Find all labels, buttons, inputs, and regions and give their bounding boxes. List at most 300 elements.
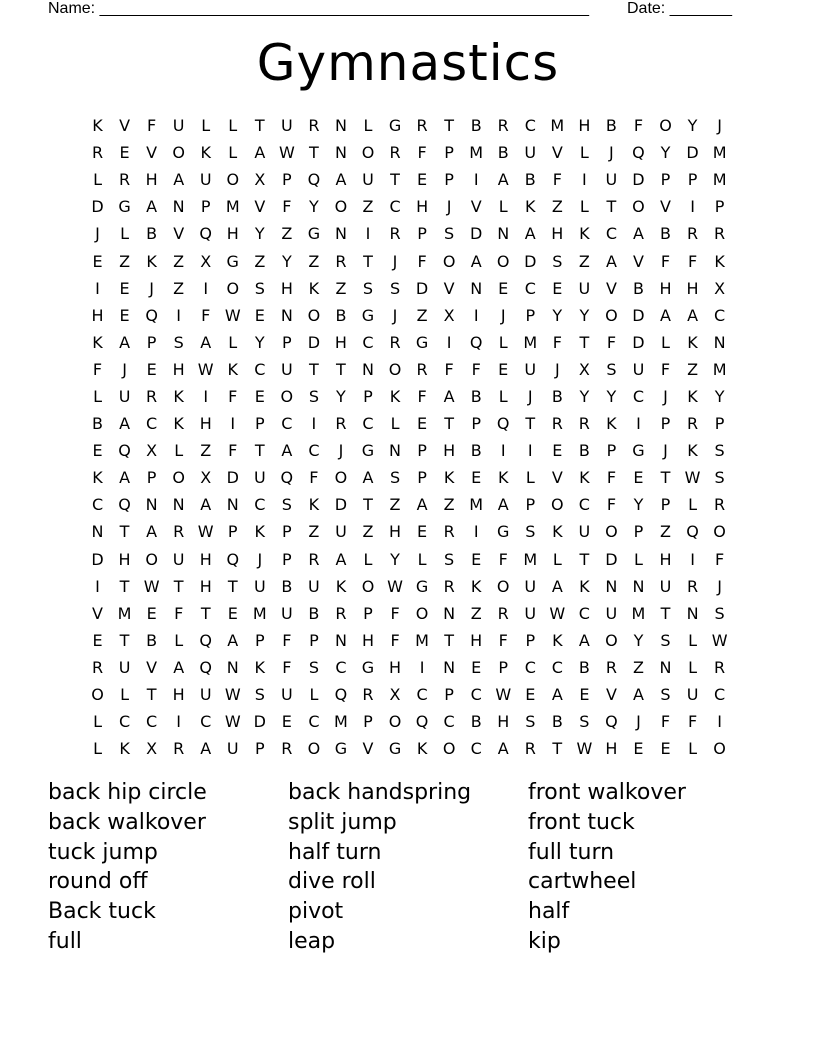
word-list-item: full turn <box>528 839 615 865</box>
grid-letter: A <box>687 305 699 325</box>
grid-letter: P <box>227 522 238 542</box>
grid-letter: X <box>146 441 158 461</box>
grid-letter: C <box>389 197 401 217</box>
grid-letter: K <box>552 522 563 542</box>
grid-letter: U <box>280 116 293 136</box>
grid-letter: D <box>307 332 321 352</box>
grid-letter: M <box>631 603 646 623</box>
grid-letter: R <box>714 657 726 677</box>
grid-letter: I <box>446 332 452 352</box>
grid-letter: Z <box>578 251 590 271</box>
grid-letter: S <box>714 603 725 623</box>
grid-letter: E <box>498 278 509 298</box>
grid-letter: T <box>227 576 238 596</box>
grid-letter: O <box>605 522 618 542</box>
grid-letter: O <box>388 359 402 379</box>
grid-letter: Y <box>281 251 292 271</box>
grid-letter: B <box>470 441 482 461</box>
grid-letter: L <box>634 549 643 569</box>
grid-letter: F <box>715 549 725 569</box>
grid-letter: C <box>200 712 212 732</box>
grid-letter: M <box>334 712 348 732</box>
grid-letter: F <box>552 170 562 190</box>
grid-letter: T <box>119 576 130 596</box>
grid-letter: B <box>281 576 293 596</box>
word-list-item: half <box>528 899 570 925</box>
grid-letter: U <box>524 359 537 379</box>
grid-letter: I <box>717 712 722 732</box>
grid-letter: Q <box>199 630 212 650</box>
grid-letter: R <box>146 386 158 406</box>
grid-letter: Y <box>254 332 265 352</box>
grid-letter: V <box>254 197 266 217</box>
grid-letter: Q <box>469 332 483 352</box>
grid-letter: I <box>582 170 587 190</box>
grid-letter: M <box>550 116 565 136</box>
grid-letter: P <box>498 657 509 677</box>
grid-letter: V <box>660 197 671 217</box>
grid-letter: H <box>199 414 212 434</box>
grid-letter: A <box>146 197 158 217</box>
grid-letter: S <box>308 386 319 406</box>
grid-letter: A <box>119 332 131 352</box>
grid-letter: W <box>197 522 214 542</box>
grid-letter: E <box>633 468 644 488</box>
grid-letter: V <box>632 251 644 271</box>
grid-letter: L <box>688 657 698 677</box>
grid-letter: H <box>605 739 618 759</box>
grid-letter: U <box>605 170 618 190</box>
grid-letter: A <box>200 739 212 759</box>
grid-letter: F <box>633 116 644 136</box>
grid-letter: F <box>417 143 427 163</box>
grid-letter: C <box>714 305 726 325</box>
grid-letter: I <box>95 278 100 298</box>
grid-letter: F <box>552 332 562 352</box>
grid-letter: S <box>525 712 536 732</box>
grid-letter: G <box>361 441 375 461</box>
grid-letter: E <box>471 549 482 569</box>
grid-letter: F <box>390 630 400 650</box>
grid-letter: K <box>335 576 347 596</box>
grid-letter: B <box>470 116 482 136</box>
grid-letter: F <box>660 712 671 732</box>
grid-letter: F <box>174 603 184 623</box>
grid-letter: E <box>254 305 265 325</box>
word-list-item: pivot <box>288 899 344 925</box>
grid-letter: E <box>417 170 428 190</box>
grid-letter: H <box>199 576 212 596</box>
grid-letter: J <box>446 197 452 217</box>
grid-letter: R <box>173 739 185 759</box>
grid-letter: G <box>307 224 321 244</box>
grid-letter: W <box>224 712 241 732</box>
grid-letter: Z <box>660 522 671 542</box>
grid-letter: R <box>578 414 590 434</box>
grid-letter: P <box>254 414 265 434</box>
grid-letter: H <box>361 630 374 650</box>
grid-letter: Y <box>579 386 590 406</box>
grid-letter: E <box>525 685 536 705</box>
grid-letter: W <box>224 685 241 705</box>
grid-letter: D <box>334 495 348 515</box>
grid-letter: P <box>282 522 292 542</box>
grid-letter: R <box>686 576 699 596</box>
grid-letter: U <box>605 603 618 623</box>
grid-letter: J <box>500 305 506 325</box>
grid-letter: F <box>498 549 508 569</box>
grid-letter: J <box>609 143 614 163</box>
grid-letter: O <box>442 251 456 271</box>
grid-letter: A <box>632 685 644 705</box>
name-field-label: Name: _______________________________________________________ <box>48 0 589 17</box>
grid-letter: K <box>173 414 184 434</box>
grid-letter: K <box>687 441 698 461</box>
grid-letter: F <box>282 657 292 677</box>
grid-letter: L <box>579 197 589 217</box>
grid-letter: Z <box>173 251 185 271</box>
grid-letter: K <box>416 739 428 759</box>
grid-letter: A <box>497 739 509 759</box>
grid-letter: R <box>281 739 293 759</box>
grid-letter: E <box>552 441 563 461</box>
grid-letter: E <box>92 630 103 650</box>
grid-letter: V <box>119 116 131 136</box>
grid-letter: T <box>444 414 455 434</box>
grid-letter: C <box>362 332 374 352</box>
grid-letter: T <box>363 251 373 271</box>
grid-letter: Y <box>254 224 265 244</box>
grid-letter: U <box>118 386 131 406</box>
grid-letter: O <box>551 495 564 515</box>
grid-letter: O <box>713 522 726 542</box>
grid-letter: C <box>281 414 293 434</box>
word-list-item: front walkover <box>528 780 686 805</box>
grid-letter: T <box>660 603 671 623</box>
grid-letter: S <box>173 332 184 352</box>
grid-letter: P <box>687 170 698 190</box>
page-title: Gymnastics <box>256 34 560 92</box>
grid-letter: W <box>278 143 295 163</box>
grid-letter: O <box>280 386 294 406</box>
grid-letter: F <box>417 251 427 271</box>
grid-letter: K <box>92 468 103 488</box>
grid-letter: U <box>172 116 185 136</box>
grid-letter: B <box>470 386 482 406</box>
grid-letter: Y <box>579 305 590 325</box>
grid-letter: J <box>392 251 398 271</box>
grid-letter: O <box>496 251 510 271</box>
grid-letter: O <box>226 278 240 298</box>
word-list-item: back walkover <box>48 809 206 835</box>
grid-letter: V <box>605 278 617 298</box>
grid-letter: G <box>632 441 645 461</box>
grid-letter: H <box>443 441 456 461</box>
grid-letter: R <box>714 495 726 515</box>
grid-letter: R <box>335 603 347 623</box>
grid-letter: P <box>444 143 454 163</box>
grid-letter: M <box>523 332 538 352</box>
grid-letter: T <box>444 630 455 650</box>
grid-letter: I <box>690 549 695 569</box>
grid-letter: P <box>282 332 292 352</box>
grid-letter: R <box>524 739 536 759</box>
grid-letter: E <box>146 603 157 623</box>
grid-letter: Q <box>280 468 294 488</box>
grid-letter: F <box>660 251 671 271</box>
grid-letter: R <box>551 414 563 434</box>
grid-letter: C <box>632 386 645 406</box>
grid-letter: A <box>227 630 239 650</box>
grid-letter: X <box>200 251 212 271</box>
grid-letter: G <box>226 251 239 271</box>
grid-letter: B <box>660 224 671 244</box>
grid-letter: L <box>174 630 184 650</box>
grid-letter: G <box>361 305 375 325</box>
grid-letter: C <box>524 278 536 298</box>
grid-letter: F <box>282 630 292 650</box>
word-list-item: round off <box>48 869 148 895</box>
grid-letter: R <box>335 414 347 434</box>
grid-letter: N <box>686 603 699 623</box>
grid-letter: B <box>146 224 158 244</box>
grid-letter: A <box>497 170 509 190</box>
grid-letter: J <box>554 359 560 379</box>
grid-letter: Y <box>714 386 725 406</box>
grid-letter: S <box>606 359 617 379</box>
grid-letter: U <box>253 576 266 596</box>
grid-letter: I <box>176 712 182 732</box>
grid-letter: L <box>93 386 102 406</box>
grid-letter: U <box>524 603 537 623</box>
grid-letter: Y <box>660 143 671 163</box>
grid-letter: P <box>714 197 725 217</box>
grid-letter: F <box>444 359 454 379</box>
grid-letter: C <box>714 685 726 705</box>
grid-letter: U <box>280 685 293 705</box>
grid-letter: P <box>282 549 292 569</box>
grid-letter: K <box>579 576 590 596</box>
grid-letter: N <box>172 197 185 217</box>
grid-letter: C <box>605 224 617 244</box>
grid-letter: R <box>335 251 347 271</box>
grid-letter: S <box>281 495 292 515</box>
grid-letter: F <box>471 359 481 379</box>
grid-letter: F <box>606 332 617 352</box>
grid-letter: Z <box>173 278 185 298</box>
grid-letter: S <box>389 278 401 298</box>
grid-letter: N <box>632 576 645 596</box>
grid-letter: X <box>443 305 455 325</box>
grid-letter: T <box>363 495 373 515</box>
grid-letter: P <box>254 739 265 759</box>
grid-letter: R <box>416 359 428 379</box>
grid-letter: K <box>308 495 320 515</box>
grid-letter: C <box>524 116 536 136</box>
grid-letter: U <box>253 468 266 488</box>
grid-letter: A <box>443 386 455 406</box>
grid-letter: L <box>525 468 535 488</box>
grid-letter: I <box>365 224 371 244</box>
word-list-item: dive roll <box>288 869 376 895</box>
grid-letter: A <box>416 495 428 515</box>
grid-letter: U <box>118 657 131 677</box>
grid-letter: N <box>497 224 510 244</box>
grid-letter: K <box>389 386 401 406</box>
grid-letter: L <box>661 332 670 352</box>
grid-letter: U <box>199 170 212 190</box>
grid-letter: I <box>419 657 425 677</box>
grid-letter: A <box>524 224 536 244</box>
grid-letter: R <box>443 576 455 596</box>
grid-letter: O <box>334 468 348 488</box>
grid-letter: F <box>660 359 671 379</box>
grid-letter: O <box>91 685 104 705</box>
grid-letter: P <box>525 495 536 515</box>
grid-letter: Y <box>687 116 698 136</box>
grid-letter: A <box>605 251 617 271</box>
grid-letter: M <box>712 359 727 379</box>
grid-letter: U <box>199 685 212 705</box>
grid-letter: K <box>579 224 590 244</box>
grid-letter: I <box>690 197 695 217</box>
grid-letter: M <box>469 143 484 163</box>
grid-letter: T <box>336 359 346 379</box>
grid-letter: C <box>335 657 347 677</box>
grid-letter: Z <box>362 197 374 217</box>
grid-letter: H <box>551 224 564 244</box>
word-list-item: half turn <box>288 839 382 865</box>
grid-letter: T <box>119 630 130 650</box>
grid-letter: M <box>712 170 727 190</box>
grid-letter: J <box>257 549 263 569</box>
grid-letter: B <box>308 603 320 623</box>
grid-letter: N <box>91 522 104 542</box>
grid-letter: R <box>91 657 104 677</box>
grid-letter: O <box>713 739 726 759</box>
grid-letter: L <box>390 414 400 434</box>
grid-letter: X <box>389 685 401 705</box>
grid-letter: S <box>714 441 725 461</box>
grid-letter: B <box>578 441 590 461</box>
grid-letter: E <box>146 359 157 379</box>
grid-letter: K <box>308 278 320 298</box>
word-list-item: Back tuck <box>48 899 156 925</box>
grid-letter: N <box>172 495 185 515</box>
grid-letter: H <box>145 170 158 190</box>
grid-letter: B <box>497 143 509 163</box>
grid-letter: D <box>632 305 645 325</box>
grid-letter: T <box>579 549 590 569</box>
grid-letter: R <box>497 116 509 136</box>
grid-letter: A <box>281 441 293 461</box>
grid-letter: F <box>92 359 103 379</box>
grid-letter: T <box>254 441 265 461</box>
grid-letter: C <box>254 495 266 515</box>
grid-letter: W <box>495 685 512 705</box>
grid-letter: H <box>497 712 510 732</box>
grid-letter: T <box>606 197 617 217</box>
grid-letter: P <box>471 414 481 434</box>
grid-letter: O <box>172 143 185 163</box>
grid-letter: F <box>606 495 617 515</box>
grid-letter: G <box>415 576 429 596</box>
grid-letter: G <box>415 332 429 352</box>
grid-letter: P <box>200 197 211 217</box>
grid-letter: Q <box>199 224 212 244</box>
grid-letter: R <box>389 224 401 244</box>
grid-letter: J <box>636 712 641 732</box>
grid-letter: R <box>497 603 509 623</box>
grid-letter: B <box>335 305 347 325</box>
grid-letter: I <box>95 576 100 596</box>
grid-letter: I <box>636 414 641 434</box>
grid-letter: P <box>363 386 373 406</box>
grid-letter: A <box>470 251 482 271</box>
grid-letter: K <box>714 251 725 271</box>
grid-letter: J <box>663 386 668 406</box>
grid-letter: P <box>660 495 671 515</box>
grid-letter: U <box>280 359 293 379</box>
grid-letter: H <box>578 116 591 136</box>
grid-letter: V <box>92 603 103 623</box>
grid-letter: K <box>173 386 184 406</box>
grid-letter: U <box>362 170 374 190</box>
grid-letter: P <box>525 305 536 325</box>
grid-letter: J <box>717 116 722 136</box>
grid-letter: F <box>417 386 427 406</box>
grid-letter: I <box>203 386 209 406</box>
grid-letter: K <box>579 468 590 488</box>
grid-letter: W <box>143 576 160 596</box>
word-list-item: full <box>48 928 82 954</box>
grid-letter: G <box>334 739 348 759</box>
grid-letter: J <box>392 305 398 325</box>
word-list-item: cartwheel <box>528 869 637 895</box>
grid-letter: T <box>660 468 671 488</box>
grid-letter: R <box>686 224 699 244</box>
grid-letter: N <box>659 657 672 677</box>
grid-letter: Q <box>145 305 158 325</box>
grid-letter: A <box>119 468 131 488</box>
grid-letter: B <box>605 116 617 136</box>
grid-letter: Q <box>686 522 699 542</box>
grid-letter: H <box>389 522 402 542</box>
grid-letter: Q <box>496 414 510 434</box>
grid-letter: I <box>311 414 317 434</box>
grid-letter: Z <box>389 495 401 515</box>
grid-letter: C <box>362 414 374 434</box>
grid-letter: R <box>389 143 401 163</box>
grid-letter: D <box>524 251 537 271</box>
grid-letter: S <box>525 522 536 542</box>
grid-letter: W <box>549 603 566 623</box>
grid-letter: G <box>388 739 402 759</box>
grid-letter: C <box>308 441 320 461</box>
grid-letter: Z <box>308 251 320 271</box>
grid-letter: V <box>605 685 617 705</box>
word-list-item: leap <box>288 928 336 954</box>
grid-letter: Q <box>415 712 429 732</box>
grid-letter: Z <box>335 278 347 298</box>
grid-letter: Z <box>551 197 563 217</box>
grid-letter: I <box>527 441 533 461</box>
grid-letter: Z <box>416 305 428 325</box>
grid-letter: X <box>714 278 726 298</box>
grid-letter: J <box>717 576 722 596</box>
grid-letter: Z <box>362 522 374 542</box>
grid-letter: G <box>118 197 131 217</box>
